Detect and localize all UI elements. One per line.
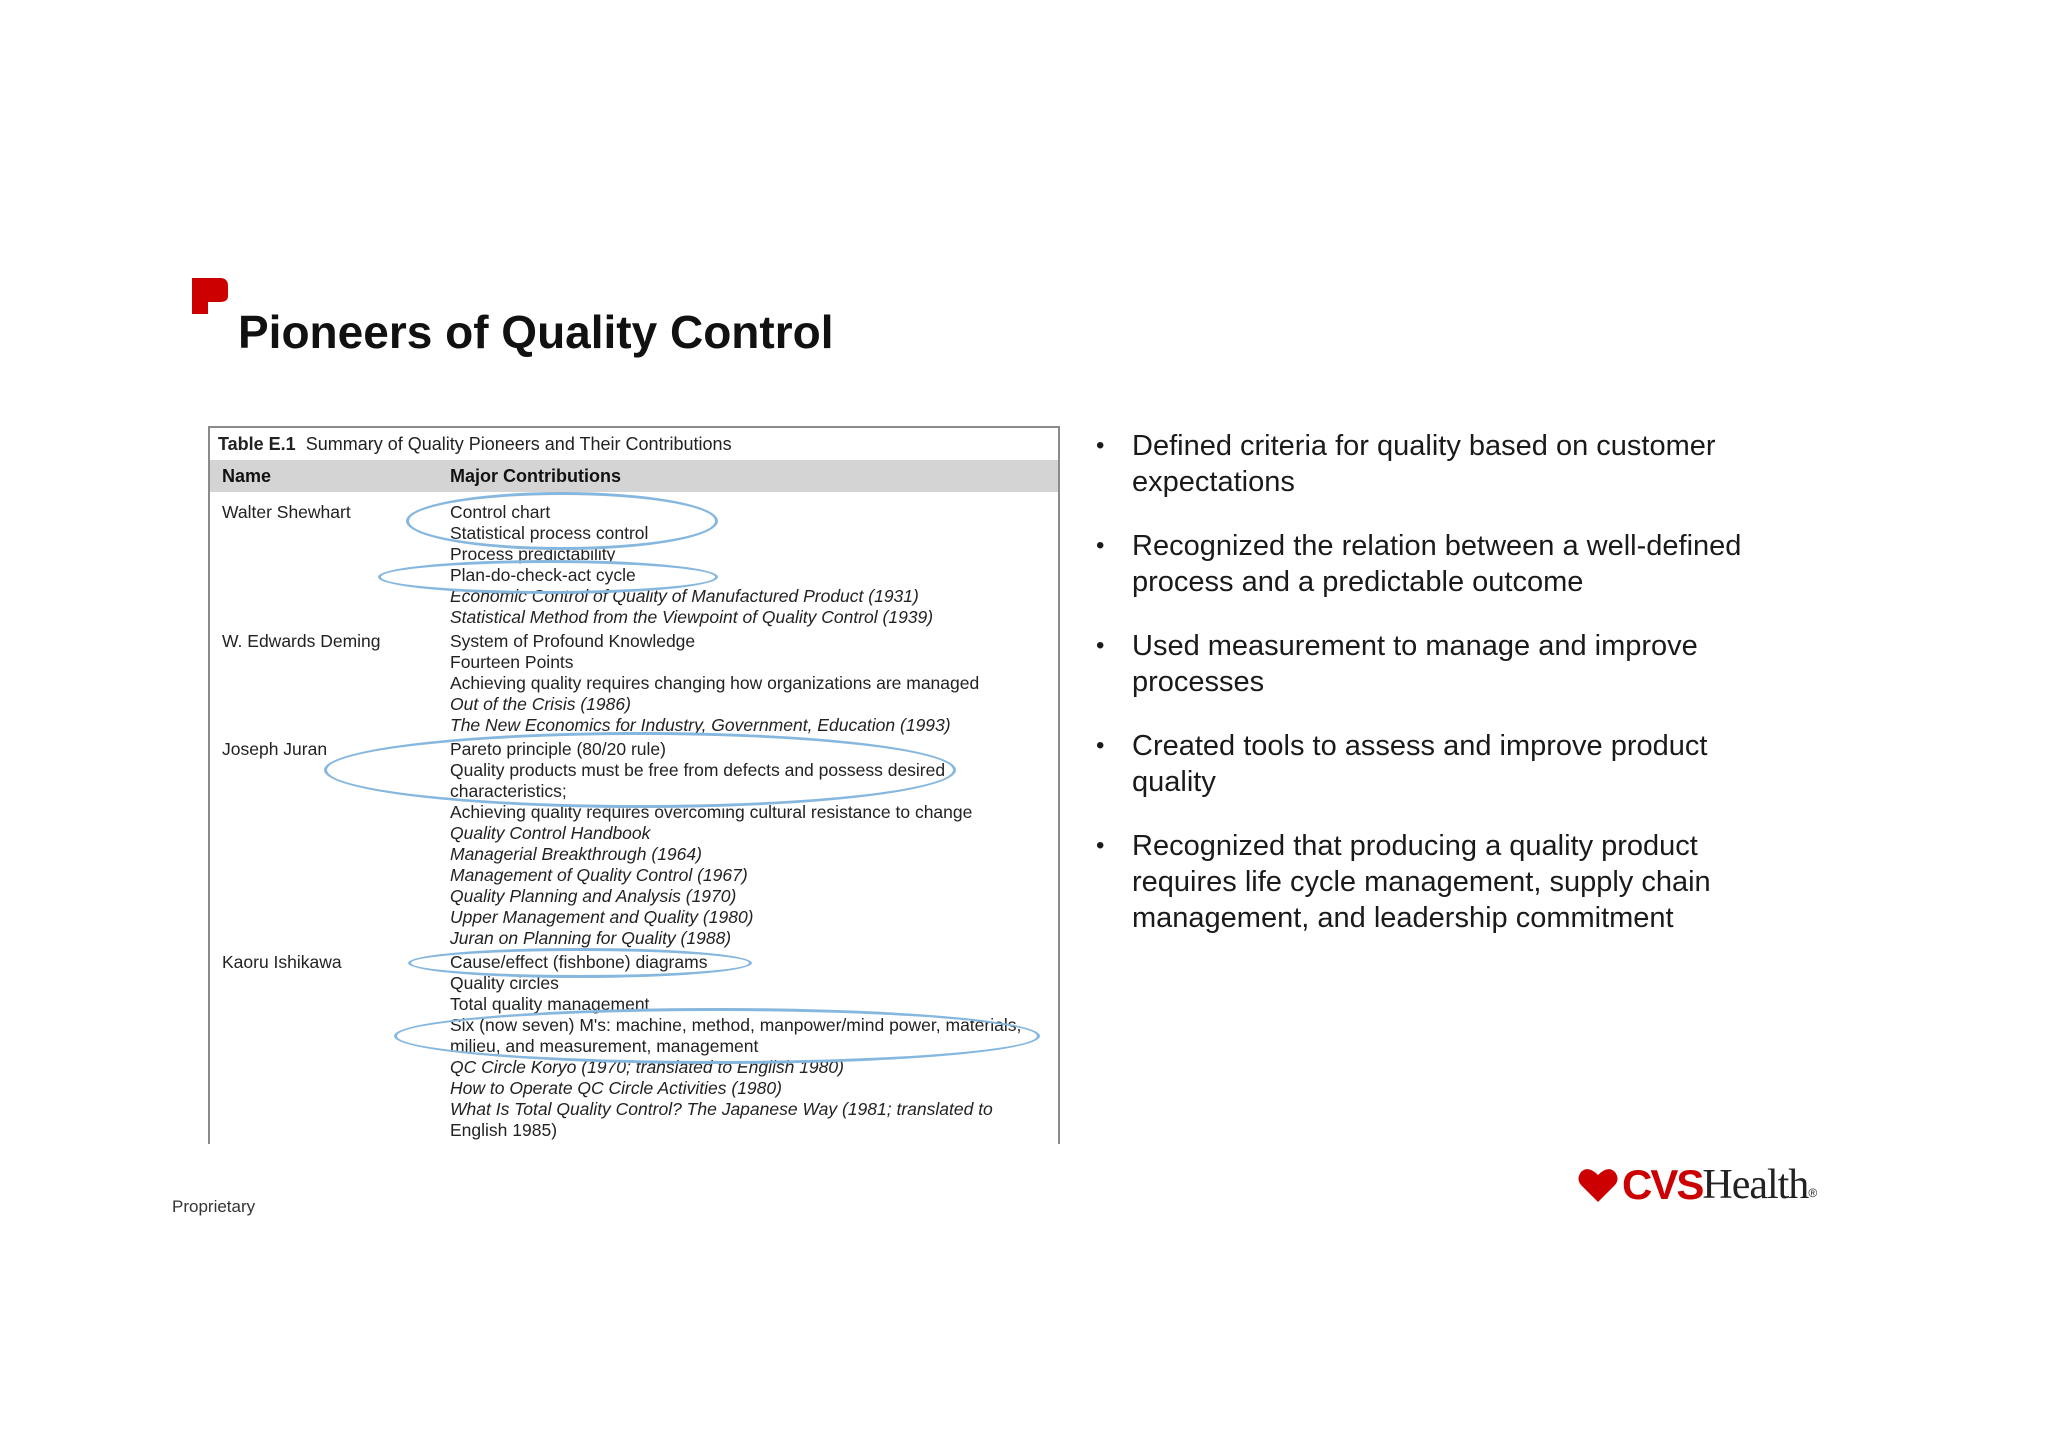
person-deming: W. Edwards Deming <box>222 631 381 651</box>
heart-icon <box>1578 1167 1618 1203</box>
bullet-dot-icon: • <box>1096 732 1105 759</box>
highlight-ellipse <box>394 1008 1040 1064</box>
list-item: Quality products must be free from defects and possess desired <box>450 760 946 780</box>
list-item: Six (now seven) M's: machine, method, manpower/mind power, materials, <box>450 1015 1022 1035</box>
person-shewhart: Walter Shewhart <box>222 502 351 522</box>
list-item <box>450 694 979 715</box>
list-item: Achieving quality requires overcoming cultural resistance to change <box>450 802 973 822</box>
bullet-item <box>1094 728 1794 800</box>
bullet-text: Recognized the relation between a well-defined process and a predictable outcome <box>1132 530 1742 598</box>
list-item-text: Juran on Planning for Quality (1988) <box>450 928 732 948</box>
logo-suffix: Health <box>1702 1162 1809 1208</box>
list-item-text: Upper Management and Quality (1980) <box>450 907 754 927</box>
list-item: Pareto principle (80/20 rule) <box>450 739 666 759</box>
list-item: Control chart <box>450 502 551 522</box>
list-item-text: Quality Control Handbook <box>450 823 651 843</box>
list-item <box>450 1078 1021 1099</box>
list-item <box>450 886 972 907</box>
list-item-text: Managerial Breakthrough (1964) <box>450 844 702 864</box>
list-item: Quality circles <box>450 973 559 993</box>
list-item: Plan-do-check-act cycle <box>450 565 636 585</box>
logo-registered-mark: ® <box>1808 1186 1818 1200</box>
person-ishikawa: Kaoru Ishikawa <box>222 952 342 972</box>
pioneers-table-figure <box>208 426 1060 1144</box>
bullet-list <box>1094 428 1794 964</box>
person-juran: Joseph Juran <box>222 739 328 759</box>
list-item <box>450 844 972 865</box>
bullet-dot-icon: • <box>1096 432 1105 459</box>
list-item: Statistical process control <box>450 523 649 543</box>
highlight-ellipse <box>378 560 718 594</box>
contrib-deming <box>450 631 979 736</box>
bullet-text: Recognized that producing a quality product requires life cycle management, supply chain management, and leadership commitment <box>1132 830 1711 934</box>
bullet-dot-icon: • <box>1096 632 1105 659</box>
list-item <box>450 865 972 886</box>
list-item: English 1985) <box>450 1120 558 1140</box>
list-item: System of Profound Knowledge <box>450 631 696 651</box>
bullet-item <box>1094 528 1794 600</box>
bullet-text: Used measurement to manage and improve processes <box>1132 630 1698 698</box>
list-item-text: What Is Total Quality Control? The Japanese Way (1981; translated to <box>450 1099 993 1119</box>
list-item: Process predictability <box>450 544 616 564</box>
bullet-item <box>1094 828 1794 936</box>
header-contributions: Major Contributions <box>450 466 621 486</box>
highlight-ellipse <box>406 492 718 550</box>
list-item: characteristics; <box>450 781 567 801</box>
list-item <box>450 823 972 844</box>
list-item-text: Quality Planning and Analysis (1970) <box>450 886 737 906</box>
table-caption-text: Summary of Quality Pioneers and Their Contributions <box>305 434 732 454</box>
accent-flag-icon <box>192 278 228 314</box>
list-item <box>450 1099 1021 1120</box>
slide-title: Pioneers of Quality Control <box>238 306 834 358</box>
footer-proprietary: Proprietary <box>172 1197 256 1216</box>
bullet-text: Created tools to assess and improve product quality <box>1132 730 1708 798</box>
cvs-health-logo <box>1578 1160 1817 1210</box>
bullet-text: Defined criteria for quality based on customer expectations <box>1132 430 1716 498</box>
bullet-dot-icon: • <box>1096 832 1105 859</box>
list-item: Total quality management <box>450 994 650 1014</box>
highlight-ellipse <box>408 948 752 978</box>
table-caption <box>218 434 732 455</box>
table-caption-label: Table E.1 <box>218 434 296 454</box>
list-item <box>450 928 972 949</box>
list-item <box>450 907 972 928</box>
list-item: Fourteen Points <box>450 652 574 672</box>
list-item-text: Economic Control of Quality of Manufactured Product (1931) <box>450 586 919 606</box>
list-item-text: Statistical Method from the Viewpoint of Quality Control (1939) <box>450 607 934 627</box>
header-name: Name <box>222 466 272 486</box>
list-item-text: Out of the Crisis (1986) <box>450 694 631 714</box>
list-item-text: How to Operate QC Circle Activities (1980) <box>450 1078 782 1098</box>
table-header-row <box>210 460 1058 492</box>
list-item-text: Management of Quality Control (1967) <box>450 865 748 885</box>
list-item-text: QC Circle Koryo (1970; translated to English 1980) <box>450 1057 844 1077</box>
list-item: Cause/effect (fishbone) diagrams <box>450 952 708 972</box>
list-item <box>450 607 933 628</box>
logo-brand: CVS <box>1622 1161 1703 1208</box>
highlight-ellipse <box>324 732 956 808</box>
list-item: Achieving quality requires changing how organizations are managed <box>450 673 980 693</box>
list-item: milieu, and measurement, management <box>450 1036 759 1056</box>
bullet-item <box>1094 428 1794 500</box>
bullet-dot-icon: • <box>1096 532 1105 559</box>
bullet-item <box>1094 628 1794 700</box>
list-item-text: The New Economics for Industry, Government, Education (1993) <box>450 715 951 735</box>
